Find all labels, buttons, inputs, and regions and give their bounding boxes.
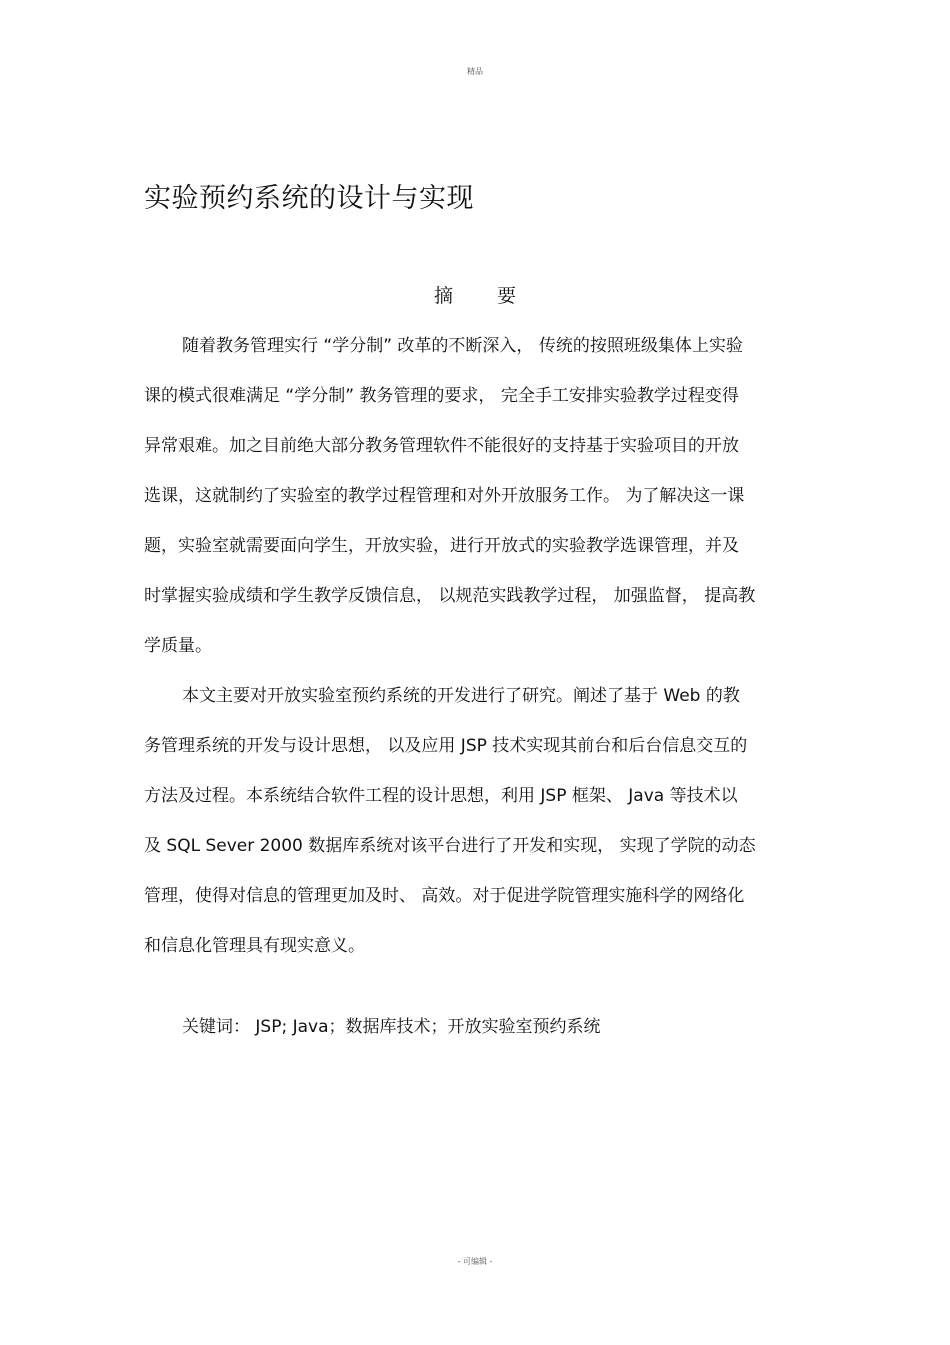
text-line: 方法及过程。本系统结合软件工程的设计思想，利用 JSP 框架、 Java 等技术以 bbox=[144, 786, 738, 806]
text-line: 时掌握实验成绩和学生教学反馈信息， 以规范实践教学过程， 加强监督， 提高教 bbox=[144, 586, 756, 606]
text-line: 课的模式很难满足 “学分制” 教务管理的要求， 完全手工安排实验教学过程变得 bbox=[144, 386, 739, 406]
abstract-heading: 摘要 bbox=[433, 285, 560, 307]
text-line: 本文主要对开放实验室预约系统的开发进行了研究。阐述了基于 Web 的教 bbox=[182, 686, 740, 706]
text-line: 随着教务管理实行 “学分制” 改革的不断深入， 传统的按照班级集体上实验 bbox=[182, 336, 743, 356]
text-line: 务管理系统的开发与设计思想， 以及应用 JSP 技术实现其前台和后台信息交互的 bbox=[144, 736, 748, 756]
page-header-note: 精品 bbox=[467, 67, 483, 76]
text-line: 题，实验室就需要面向学生，开放实验，进行开放式的实验教学选课管理，并及 bbox=[144, 536, 739, 556]
page-footer-note: - 可编辑 - bbox=[457, 1257, 493, 1266]
text-line: 和信息化管理具有现实意义。 bbox=[144, 936, 365, 956]
text-line: 及 SQL Sever 2000 数据库系统对该平台进行了开发和实现， 实现了学院的动态 bbox=[144, 836, 756, 856]
text-line: 学质量。 bbox=[144, 636, 212, 656]
keywords-line: 关键词： JSP; Java；数据库技术；开放实验室预约系统 bbox=[182, 1017, 601, 1037]
document-title: 实验预约系统的设计与实现 bbox=[144, 183, 474, 214]
text-line: 异常艰难。加之目前绝大部分教务管理软件不能很好的支持基于实验项目的开放 bbox=[144, 436, 739, 456]
text-line: 选课，这就制约了实验室的教学过程管理和对外开放服务工作。 为了解决这一课 bbox=[144, 486, 745, 506]
text-line: 管理，使得对信息的管理更加及时、 高效。对于促进学院管理实施科学的网络化 bbox=[144, 886, 745, 906]
